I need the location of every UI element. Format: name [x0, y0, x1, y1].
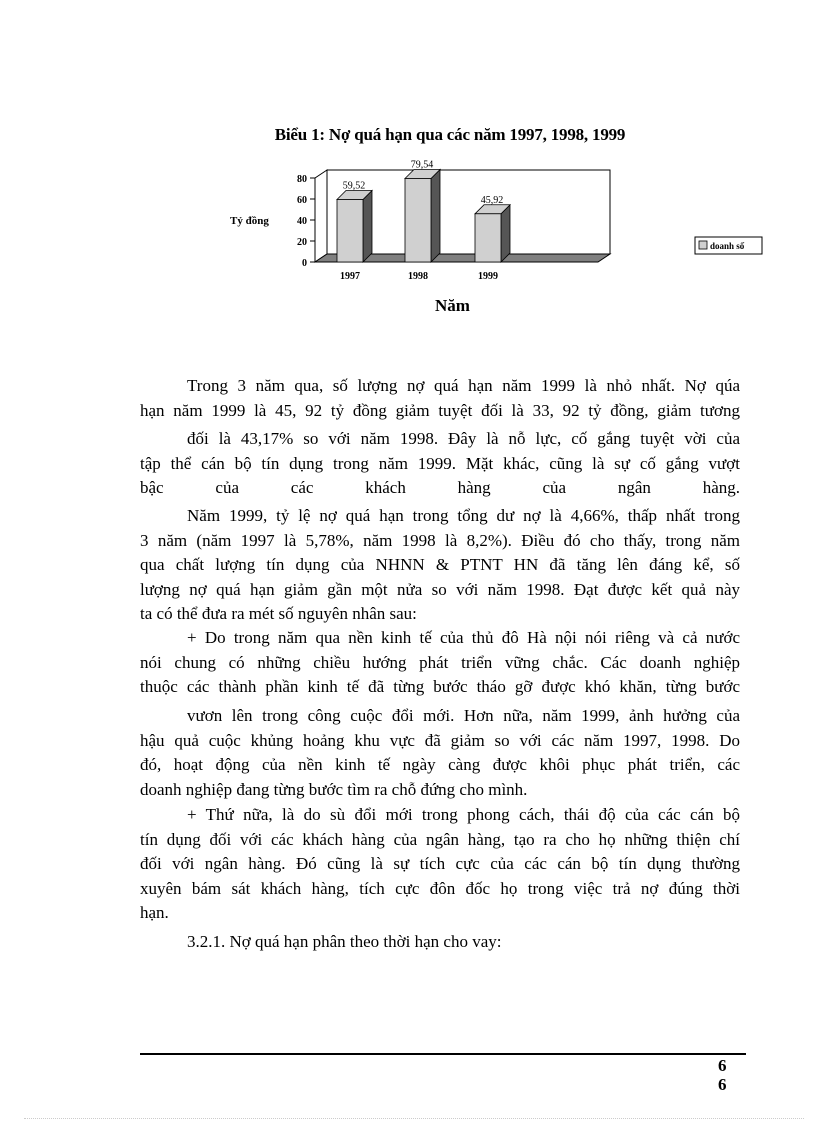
text-line: vươn lên trong công cuộc đổi mới. Hơn nữa, năm 1999, ảnh hưởng của — [187, 706, 740, 725]
text-line: đó, hoạt động của nền kinh tế ngày càng được khôi phục phát triển, các — [140, 755, 740, 774]
y-tick-label: 40 — [297, 216, 307, 227]
y-tick-label: 60 — [297, 195, 307, 206]
text-line: Năm 1999, tỷ lệ nợ quá hạn trong tổng dư nợ là 4,66%, thấp nhất trong — [187, 506, 740, 525]
chart-title: Biểu 1: Nợ quá hạn qua các năm 1997, 1998, 1999 — [274, 125, 626, 144]
bar-data-label: 59,52 — [342, 180, 366, 192]
text-line: đối là 43,17% so với năm 1998. Đây là nỗ lực, cố gắng tuyệt vời của — [187, 429, 740, 448]
bar-side — [501, 205, 510, 262]
page-edge-divider — [24, 1118, 804, 1119]
page-number: 6 — [718, 1056, 727, 1075]
y-axis-title: Tỷ đồng — [230, 215, 269, 227]
bar-chart — [230, 160, 790, 295]
bar-side — [363, 191, 372, 262]
text-line: hạn. — [140, 903, 169, 922]
text-line: lượng nợ quá hạn giảm gần một nửa so với năm 1998. Đạt được kết quả này — [140, 579, 740, 599]
y-tick-label: 20 — [297, 237, 307, 248]
section-heading — [140, 930, 740, 955]
paragraph-5 — [140, 704, 740, 802]
bar — [337, 200, 363, 262]
text-line: qua chất lượng tín dụng của NHNN & PTNT HN đã tăng lên đáng kể, số — [140, 555, 740, 574]
bar-side — [431, 169, 440, 262]
paragraph-1 — [140, 374, 740, 423]
paragraph-3 — [140, 504, 740, 627]
text-line: 3.2.1. Nợ quá hạn phân theo thời hạn cho vay: — [187, 932, 502, 951]
x-tick-label: 1997 — [340, 271, 360, 282]
paragraph-2 — [140, 427, 740, 501]
y-tick-label: 0 — [302, 258, 307, 269]
text-line: doanh nghiệp đang từng bước tìm ra chỗ đứng cho mình. — [140, 779, 528, 799]
y-tick-label: 80 — [297, 174, 307, 185]
text-line: + Do trong năm qua nền kinh tế của thủ đô Hà nội nói riêng và cả nước — [187, 628, 740, 647]
text-line: Trong 3 năm qua, số lượng nợ quá hạn năm 1999 là nhỏ nhất. Nợ qúa — [187, 376, 740, 395]
text-line: + Thứ nữa, là do sù đổi mới trong phong cách, thái độ của các cán bộ — [187, 805, 740, 824]
legend-label: doanh số — [710, 241, 745, 251]
bar-data-label: 45,92 — [480, 194, 504, 206]
text-line: hạn năm 1999 là 45, 92 tỷ đồng giảm tuyệt đối là 33, 92 tỷ đồng, giảm tương — [140, 400, 740, 420]
bar — [475, 214, 501, 262]
text-line: đối với ngân hàng. Đó cũng là sự tích cực của các cán bộ tín dụng thường — [140, 854, 740, 873]
text-line: thuộc các thành phần kinh tế đã từng bước tháo gỡ được khó khăn, từng bước — [140, 677, 740, 696]
text-line: 3 năm (năm 1997 là 5,78%, năm 1998 là 8,2%). Điều đó cho thấy, trong năm — [140, 530, 740, 550]
text-line: ta có thể đưa ra mét số nguyên nhân sau: — [140, 604, 417, 623]
paragraph-6 — [140, 803, 740, 926]
text-line: xuyên bám sát khách hàng, tích cực đôn đốc họ trong việc trả nợ đúng thời — [140, 878, 740, 898]
text-line: nói chung có những chiều hướng phát triển vững chắc. Các doanh nghiệp — [140, 652, 740, 672]
text-line: tín dụng đối với các khách hàng của ngân hàng, tạo ra cho họ những thiện chí — [140, 829, 740, 849]
text-line: bậc của các khách hàng của ngân hàng. — [140, 478, 740, 497]
text-line: tập thể cán bộ tín dụng trong năm 1999. Mặt khác, cũng là sự cố gắng vượt — [140, 453, 740, 473]
x-tick-label: 1998 — [408, 271, 428, 282]
x-axis-title: Năm — [435, 296, 470, 315]
bar-data-label: 79,54 — [410, 160, 434, 171]
text-line: hậu quả cuộc khủng hoảng khu vực đã giảm so với các năm 1997, 1998. Do — [140, 730, 740, 750]
page-number: 6 — [718, 1075, 727, 1094]
paragraph-4 — [140, 626, 740, 700]
x-tick-label: 1999 — [478, 271, 498, 282]
legend-swatch — [699, 241, 707, 249]
chart-side-wall — [315, 170, 327, 262]
footer-rule — [140, 1053, 746, 1055]
bar — [405, 178, 431, 262]
